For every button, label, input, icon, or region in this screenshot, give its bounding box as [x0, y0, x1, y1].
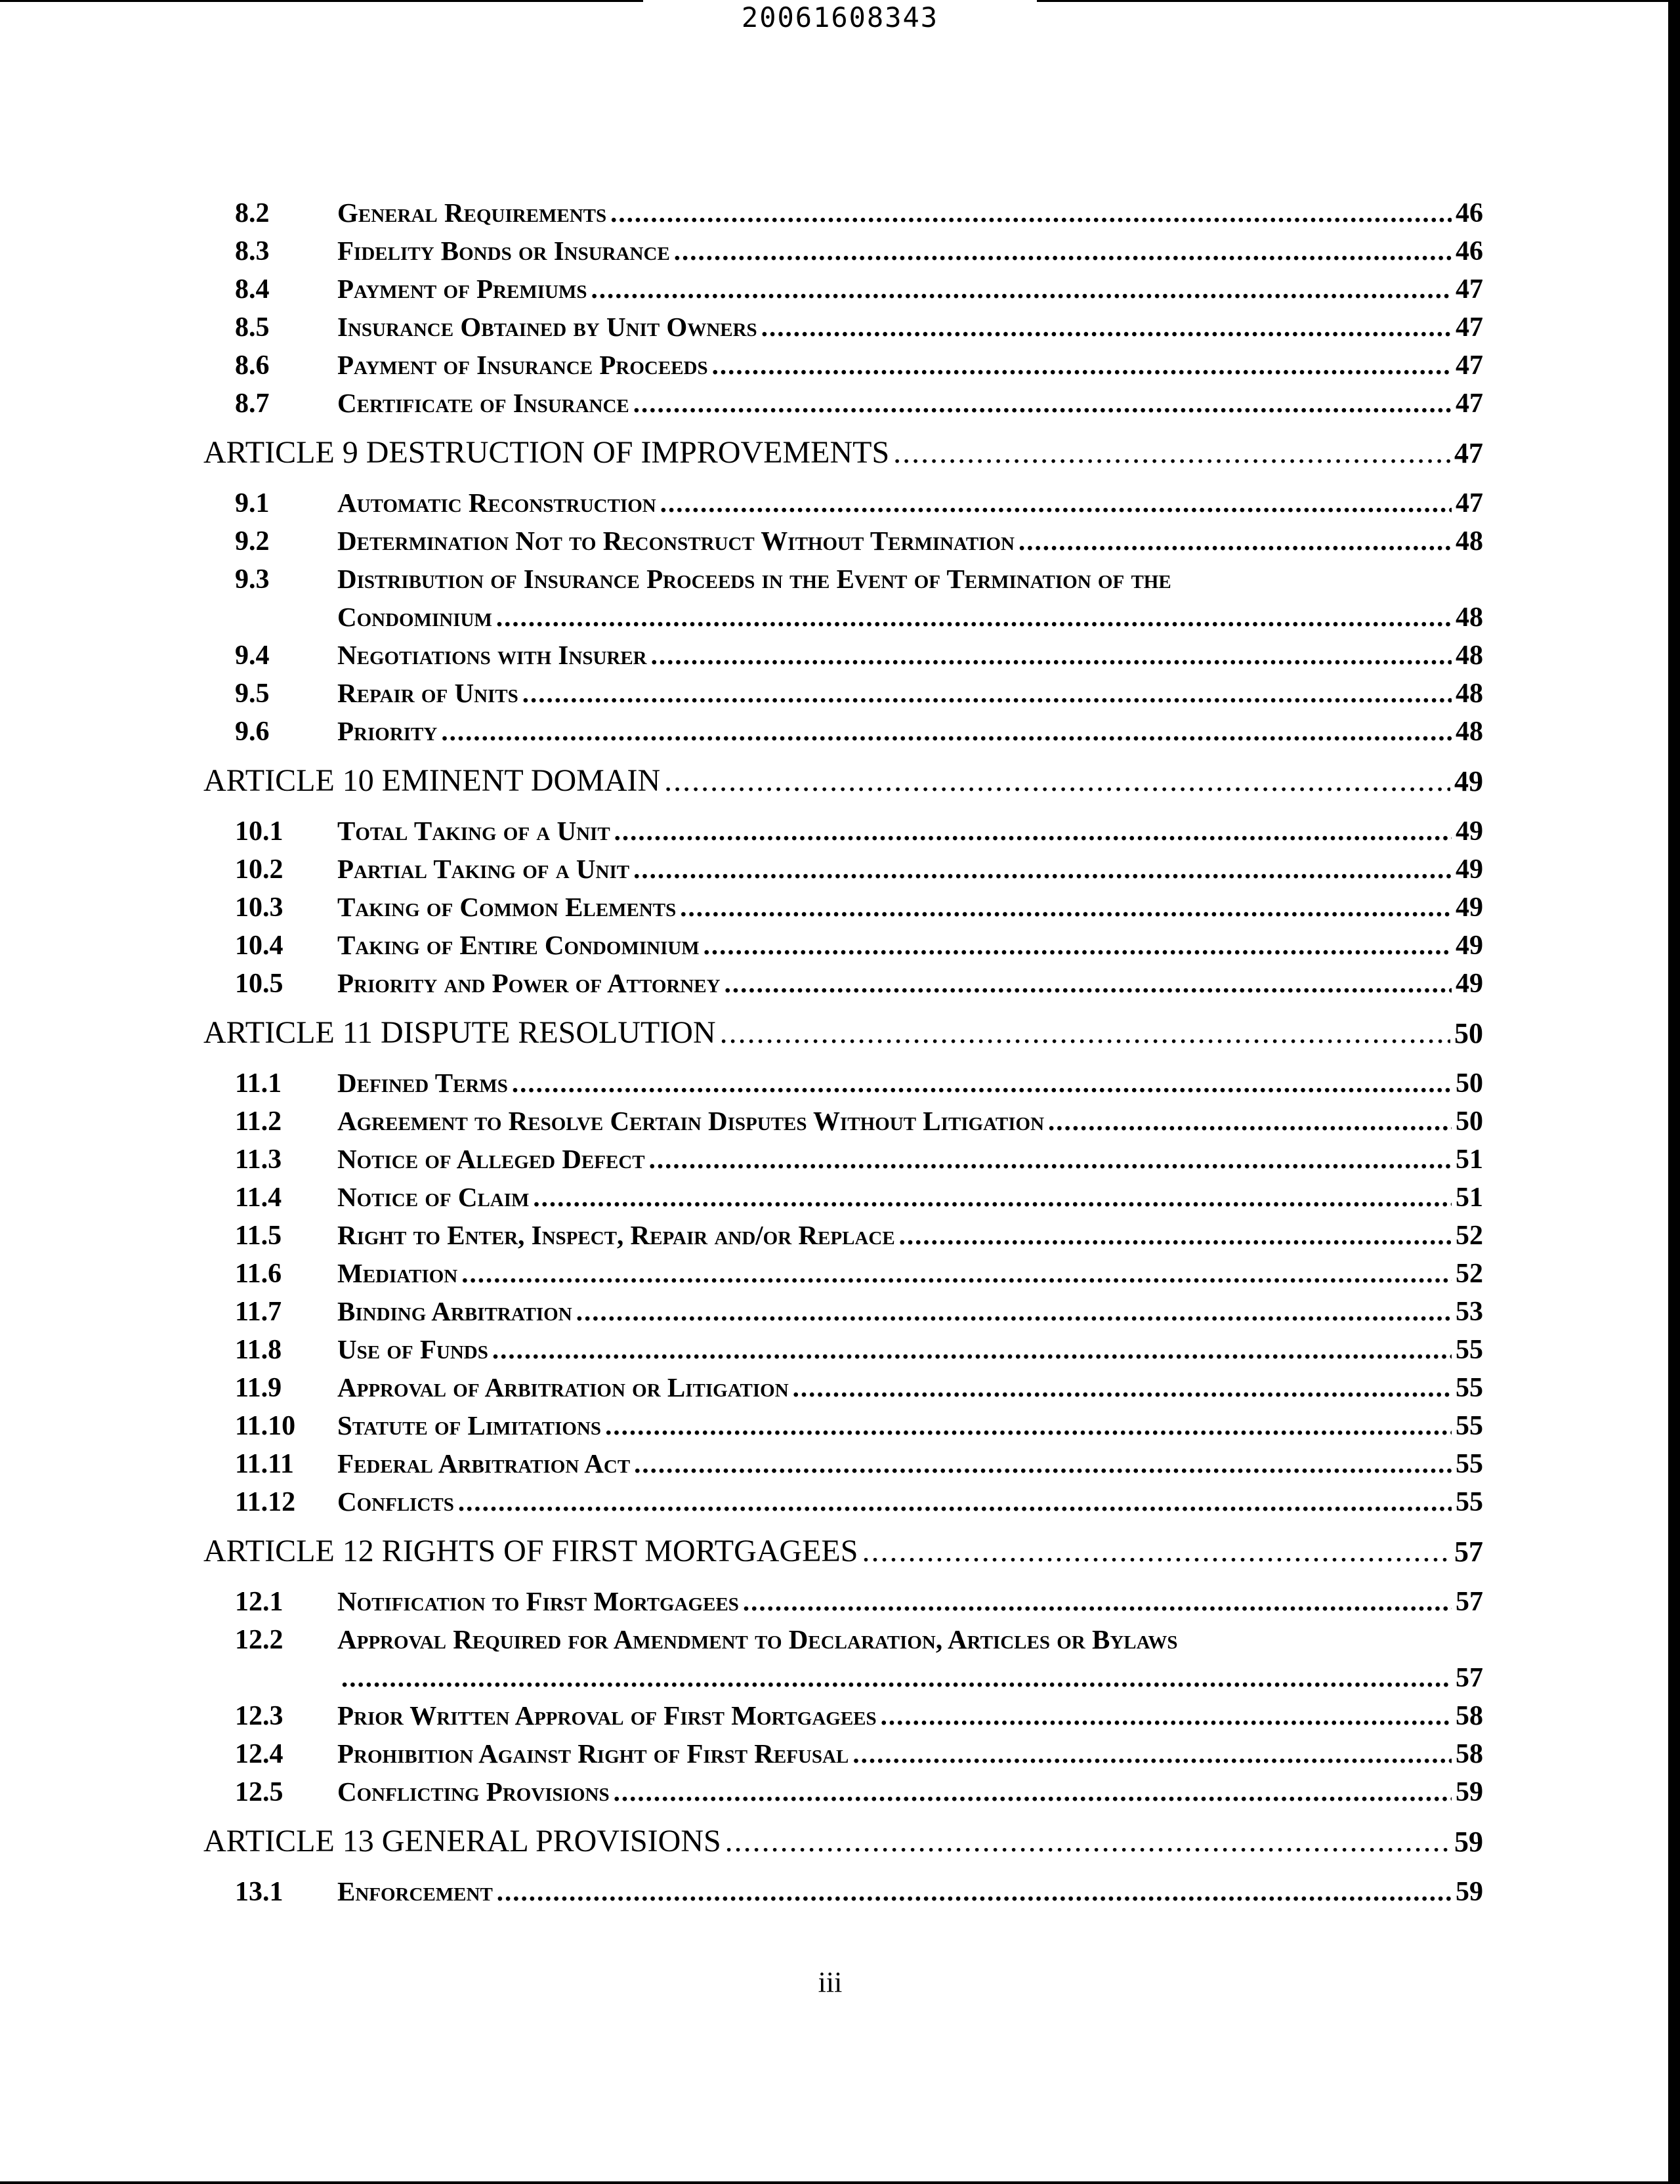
toc-section-number: 9.3 — [235, 564, 270, 595]
toc-page-number: 48 — [1456, 640, 1483, 671]
toc-dot-leader — [651, 639, 1452, 671]
toc-dot-leader — [724, 967, 1452, 999]
toc-dot-leader — [704, 929, 1452, 961]
toc-page-number: 49 — [1456, 892, 1483, 923]
toc-page-number: 57 — [1456, 1587, 1483, 1617]
toc-section-number: 11.7 — [235, 1297, 282, 1327]
toc-page-number: 58 — [1456, 1739, 1483, 1769]
toc-section-row[interactable] — [197, 525, 1483, 563]
toc-page-number: 49 — [1456, 854, 1483, 885]
toc-article-row[interactable] — [197, 1015, 1483, 1058]
toc-section-number: 10.3 — [235, 892, 284, 923]
toc-dot-leader — [522, 677, 1452, 709]
toc-page-number: 59 — [1456, 1777, 1483, 1807]
toc-section-row[interactable] — [197, 1295, 1483, 1334]
toc-section-row[interactable] — [197, 815, 1483, 853]
toc-page-number: 47 — [1456, 274, 1483, 304]
toc-section-title: Defined Terms — [337, 1068, 508, 1098]
toc-section-number: 8.7 — [235, 388, 270, 419]
toc-section-title: Binding Arbitration — [337, 1296, 572, 1326]
toc-dot-leader — [852, 1738, 1452, 1769]
toc-section-number: 9.6 — [235, 717, 270, 747]
toc-page-number: 49 — [1456, 816, 1483, 847]
toc-dot-leader — [458, 1486, 1452, 1517]
toc-article-row[interactable] — [197, 1533, 1483, 1576]
toc-section-title: Conflicts — [337, 1486, 454, 1517]
toc-section-row[interactable] — [197, 677, 1483, 715]
toc-page-number: 47 — [1454, 437, 1483, 469]
toc-section-number: 8.5 — [235, 312, 270, 343]
toc-dot-leader — [492, 1334, 1452, 1365]
toc-section-row[interactable] — [197, 1448, 1483, 1486]
toc-section-title: Payment of Premiums — [337, 274, 587, 304]
toc-dot-leader — [633, 387, 1452, 419]
toc-dot-leader — [576, 1295, 1452, 1327]
toc-section-number: 9.1 — [235, 488, 270, 518]
toc-section-title: Partial Taking of a Unit — [337, 854, 630, 884]
table-of-contents — [197, 197, 1483, 1914]
toc-section-row[interactable] — [197, 715, 1483, 753]
toc-dot-leader — [1048, 1105, 1452, 1137]
toc-page-number: 55 — [1456, 1449, 1483, 1479]
toc-dot-leader — [680, 891, 1452, 923]
toc-section-title: Priority and Power of Attorney — [337, 968, 721, 998]
toc-dot-leader — [533, 1181, 1452, 1213]
toc-page-number: 50 — [1454, 1017, 1483, 1049]
toc-page-number: 52 — [1456, 1259, 1483, 1289]
toc-section-row[interactable] — [197, 387, 1483, 425]
toc-dot-leader — [712, 349, 1452, 381]
toc-article-row[interactable] — [197, 1823, 1483, 1866]
toc-page-number: 59 — [1456, 1877, 1483, 1907]
toc-section-title: Mediation — [337, 1258, 458, 1288]
toc-section-row[interactable] — [197, 273, 1483, 311]
toc-section-title: Taking of Entire Condominium — [337, 930, 700, 960]
toc-section-row[interactable] — [197, 1700, 1483, 1738]
toc-page-number: 47 — [1456, 350, 1483, 381]
toc-section-row[interactable] — [197, 1105, 1483, 1143]
toc-section-row[interactable] — [197, 1776, 1483, 1814]
toc-dot-leader — [793, 1372, 1452, 1403]
toc-section-row[interactable] — [197, 197, 1483, 235]
toc-section-number: 11.2 — [235, 1106, 282, 1137]
scan-border-right — [1668, 0, 1680, 2184]
toc-section-title: Use of Funds — [337, 1334, 488, 1364]
toc-page-number: 51 — [1456, 1183, 1483, 1213]
toc-section-row[interactable] — [197, 601, 1483, 639]
toc-section-title: Certificate of Insurance — [337, 388, 629, 418]
toc-section-title: Enforcement — [337, 1876, 493, 1906]
toc-section-number: 11.3 — [235, 1144, 282, 1175]
toc-section-number: 8.6 — [235, 350, 270, 381]
toc-dot-leader — [660, 487, 1452, 518]
toc-dot-leader — [461, 1257, 1452, 1289]
toc-section-row[interactable] — [197, 235, 1483, 273]
toc-article-row[interactable] — [197, 763, 1483, 806]
toc-section-row[interactable] — [197, 563, 1483, 601]
toc-section-title: Statute of Limitations — [337, 1410, 602, 1440]
toc-page-number: 51 — [1456, 1144, 1483, 1175]
document-id: 20061608343 — [741, 1, 939, 33]
toc-section-row[interactable] — [197, 967, 1483, 1005]
toc-article-title: ARTICLE 9 DESTRUCTION OF IMPROVEMENTS — [203, 435, 890, 470]
toc-section-title: Automatic Reconstruction — [337, 488, 656, 518]
toc-section-row[interactable] — [197, 1486, 1483, 1524]
toc-dot-leader — [862, 1533, 1450, 1569]
toc-section-title: Fidelity Bonds or Insurance — [337, 236, 670, 266]
toc-section-title: Federal Arbitration Act — [337, 1448, 631, 1479]
toc-section-row[interactable] — [197, 1143, 1483, 1181]
toc-dot-leader — [441, 715, 1452, 747]
toc-page-number: 55 — [1456, 1335, 1483, 1365]
toc-section-row[interactable] — [197, 1662, 1483, 1700]
toc-section-title: Agreement to Resolve Certain Disputes Without Litigation — [337, 1106, 1045, 1136]
toc-dot-leader — [497, 1876, 1452, 1907]
toc-section-title: Condominium — [337, 602, 492, 632]
toc-section-number: 11.1 — [235, 1068, 282, 1099]
toc-section-row[interactable] — [197, 929, 1483, 967]
toc-section-number: 11.8 — [235, 1335, 282, 1365]
toc-section-number: 12.5 — [235, 1777, 284, 1807]
toc-section-title: Negotiations with Insurer — [337, 640, 647, 670]
toc-page-number: 58 — [1456, 1701, 1483, 1731]
toc-section-title: Distribution of Insurance Proceeds in the Event of Termination of the — [337, 564, 1171, 594]
toc-dot-leader — [610, 197, 1452, 228]
toc-section-number: 8.2 — [235, 198, 270, 228]
toc-section-row[interactable] — [197, 891, 1483, 929]
toc-section-row[interactable] — [197, 639, 1483, 677]
toc-section-title: Notification to First Mortgagees — [337, 1586, 739, 1616]
toc-section-title: Repair of Units — [337, 678, 518, 708]
toc-dot-leader — [341, 1662, 1452, 1693]
toc-dot-leader — [1018, 525, 1452, 556]
toc-page-number: 55 — [1456, 1487, 1483, 1517]
toc-page-number: 48 — [1456, 679, 1483, 709]
toc-section-number: 11.12 — [235, 1487, 296, 1517]
toc-section-number: 10.5 — [235, 969, 284, 999]
toc-page-number: 49 — [1456, 969, 1483, 999]
toc-section-row[interactable] — [197, 853, 1483, 891]
toc-dot-leader — [664, 763, 1450, 799]
toc-section-row[interactable] — [197, 1257, 1483, 1295]
toc-page-number: 50 — [1456, 1068, 1483, 1099]
toc-section-title: Approval Required for Amendment to Declaration, Articles or Bylaws — [337, 1624, 1178, 1654]
toc-article-title: ARTICLE 12 RIGHTS OF FIRST MORTGAGEES — [203, 1534, 858, 1568]
toc-dot-leader — [674, 235, 1452, 266]
toc-dot-leader — [899, 1219, 1452, 1251]
toc-section-title: Prior Written Approval of First Mortgagees — [337, 1700, 877, 1731]
toc-page-number: 48 — [1456, 717, 1483, 747]
toc-page-number: 50 — [1456, 1106, 1483, 1137]
toc-article-row[interactable] — [197, 434, 1483, 478]
toc-section-number: 11.11 — [235, 1449, 294, 1479]
toc-section-title: Determination Not to Reconstruct Without Termination — [337, 526, 1015, 556]
toc-section-number: 13.1 — [235, 1877, 284, 1907]
toc-dot-leader — [725, 1823, 1450, 1859]
toc-dot-leader — [614, 1776, 1452, 1807]
toc-section-title: General Requirements — [337, 198, 607, 228]
toc-section-title: Approval of Arbitration or Litigation — [337, 1372, 789, 1402]
toc-section-number: 8.4 — [235, 274, 270, 304]
toc-section-row[interactable] — [197, 1181, 1483, 1219]
toc-section-row[interactable] — [197, 1219, 1483, 1257]
toc-section-title: Insurance Obtained by Unit Owners — [337, 312, 757, 342]
toc-page-number: 48 — [1456, 526, 1483, 556]
toc-article-title: ARTICLE 13 GENERAL PROVISIONS — [203, 1824, 721, 1858]
toc-section-number: 9.5 — [235, 679, 270, 709]
toc-page-number: 49 — [1454, 765, 1483, 797]
toc-dot-leader — [605, 1410, 1452, 1441]
toc-section-row[interactable] — [197, 1624, 1483, 1662]
toc-dot-leader — [743, 1586, 1452, 1617]
toc-dot-leader — [720, 1015, 1450, 1051]
toc-section-row[interactable] — [197, 1067, 1483, 1105]
toc-section-number: 8.3 — [235, 236, 270, 266]
toc-section-row[interactable] — [197, 1876, 1483, 1914]
toc-section-row[interactable] — [197, 1372, 1483, 1410]
toc-section-number: 9.2 — [235, 526, 270, 556]
toc-section-number: 11.9 — [235, 1373, 282, 1403]
toc-page-number: 47 — [1456, 488, 1483, 518]
toc-section-row[interactable] — [197, 1410, 1483, 1448]
toc-dot-leader — [761, 311, 1452, 343]
toc-section-title: Taking of Common Elements — [337, 892, 677, 922]
toc-section-number: 12.3 — [235, 1701, 284, 1731]
toc-page-number: 57 — [1456, 1663, 1483, 1693]
toc-dot-leader — [512, 1067, 1452, 1099]
toc-page-number: 49 — [1456, 931, 1483, 961]
toc-section-number: 11.5 — [235, 1221, 282, 1251]
scan-border-bottom — [0, 2181, 1680, 2184]
toc-section-row[interactable] — [197, 1586, 1483, 1624]
toc-dot-leader — [881, 1700, 1452, 1731]
toc-section-row[interactable] — [197, 349, 1483, 387]
toc-dot-leader — [614, 815, 1452, 847]
toc-section-number: 10.1 — [235, 816, 284, 847]
toc-page-number: 55 — [1456, 1373, 1483, 1403]
toc-section-row[interactable] — [197, 1334, 1483, 1372]
toc-section-number: 11.6 — [235, 1259, 282, 1289]
toc-section-row[interactable] — [197, 311, 1483, 349]
toc-section-number: 12.1 — [235, 1587, 284, 1617]
toc-section-title: Priority — [337, 716, 438, 746]
toc-section-title: Notice of Claim — [337, 1182, 530, 1212]
toc-section-number: 10.4 — [235, 931, 284, 961]
toc-section-title: Total Taking of a Unit — [337, 816, 610, 846]
toc-dot-leader — [649, 1143, 1452, 1175]
toc-section-number: 9.4 — [235, 640, 270, 671]
toc-page-number: 55 — [1456, 1411, 1483, 1441]
toc-section-number: 11.4 — [235, 1183, 282, 1213]
toc-dot-leader — [591, 273, 1452, 304]
toc-section-title: Prohibition Against Right of First Refusal — [337, 1738, 849, 1769]
toc-section-number: 11.10 — [235, 1411, 296, 1441]
toc-section-number: 12.4 — [235, 1739, 284, 1769]
toc-dot-leader — [496, 601, 1452, 633]
toc-section-row[interactable] — [197, 487, 1483, 525]
toc-dot-leader — [634, 1448, 1452, 1479]
toc-article-title: ARTICLE 11 DISPUTE RESOLUTION — [203, 1015, 716, 1050]
page-number: iii — [818, 1966, 843, 1998]
toc-page-number: 52 — [1456, 1221, 1483, 1251]
toc-section-number: 10.2 — [235, 854, 284, 885]
toc-page-number: 46 — [1456, 198, 1483, 228]
toc-dot-leader — [633, 853, 1452, 885]
toc-section-row[interactable] — [197, 1738, 1483, 1776]
toc-section-title: Right to Enter, Inspect, Repair and/or Replace — [337, 1220, 895, 1250]
toc-page-number: 57 — [1454, 1536, 1483, 1568]
toc-section-number: 12.2 — [235, 1625, 284, 1655]
toc-page-number: 46 — [1456, 236, 1483, 266]
toc-page-number: 47 — [1456, 312, 1483, 343]
toc-article-title: ARTICLE 10 EMINENT DOMAIN — [203, 763, 661, 798]
toc-section-title: Payment of Insurance Proceeds — [337, 350, 708, 380]
toc-page-number: 53 — [1456, 1297, 1483, 1327]
toc-page-number: 59 — [1454, 1826, 1483, 1858]
toc-page-number: 48 — [1456, 602, 1483, 633]
toc-section-title: Conflicting Provisions — [337, 1776, 610, 1807]
toc-page-number: 47 — [1456, 388, 1483, 419]
toc-dot-leader — [893, 434, 1450, 471]
toc-section-title: Notice of Alleged Defect — [337, 1144, 645, 1174]
